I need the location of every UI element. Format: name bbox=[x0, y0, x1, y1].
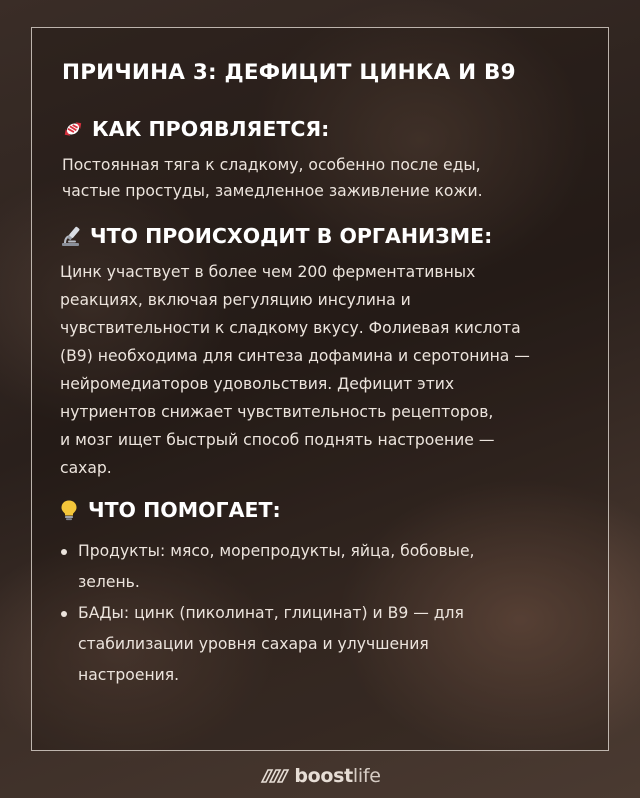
text-line: сахар. bbox=[60, 459, 112, 477]
brand-mark-icon bbox=[259, 767, 291, 785]
text-line: стабилизации уровня сахара и улучшения bbox=[78, 635, 429, 653]
section-heading-text: ЧТО ПРОИСХОДИТ В ОРГАНИЗМЕ: bbox=[90, 224, 493, 248]
text-line: (В9) необходима для синтеза дофамина и серотонина — bbox=[60, 347, 530, 365]
text-line: зелень. bbox=[78, 573, 140, 591]
text-line: Цинк участвует в более чем 200 ферментативных bbox=[60, 263, 476, 281]
brand-logo bbox=[0, 765, 640, 787]
card-content bbox=[60, 60, 602, 684]
solutions-list bbox=[58, 536, 558, 691]
text-line: нутриентов снижает чувствительность рецепторов, bbox=[60, 403, 494, 421]
list-item bbox=[58, 536, 558, 598]
microscope-icon bbox=[60, 225, 82, 247]
text-line: и мозг ищет быстрый способ поднять настроение — bbox=[60, 431, 495, 449]
section-heading-text: КАК ПРОЯВЛЯЕТСЯ: bbox=[92, 117, 330, 141]
logo-text-bold: boost bbox=[294, 765, 353, 787]
light-bulb-icon bbox=[58, 499, 80, 521]
text-line: реакциях, включая регуляцию инсулина и bbox=[60, 291, 411, 309]
text-line: Продукты: мясо, морепродукты, яйца, бобовые, bbox=[78, 542, 475, 560]
section-solutions-heading bbox=[58, 498, 281, 522]
section-mechanism-text bbox=[60, 258, 600, 482]
list-item bbox=[58, 598, 558, 691]
text-line: чувствительности к сладкому вкусу. Фолиевая кислота bbox=[60, 319, 521, 337]
text-line: нейромедиаторов удовольствия. Дефицит этих bbox=[60, 375, 455, 393]
text-line: частые простуды, замедленное заживление кожи. bbox=[62, 182, 483, 200]
section-symptoms-text bbox=[62, 152, 562, 204]
text-line: Постоянная тяга к сладкому, особенно после еды, bbox=[62, 156, 481, 174]
sweet-candy-icon bbox=[62, 118, 84, 140]
page-title: ПРИЧИНА 3: ДЕФИЦИТ ЦИНКА И В9 bbox=[62, 60, 516, 85]
text-line: настроения. bbox=[78, 666, 180, 684]
logo-text-light: life bbox=[352, 765, 381, 787]
section-symptoms-heading bbox=[62, 117, 329, 141]
text-line: БАДы: цинк (пиколинат, глицинат) и В9 — для bbox=[78, 604, 464, 622]
section-heading-text: ЧТО ПОМОГАЕТ: bbox=[88, 498, 281, 522]
section-mechanism-heading bbox=[60, 224, 492, 248]
